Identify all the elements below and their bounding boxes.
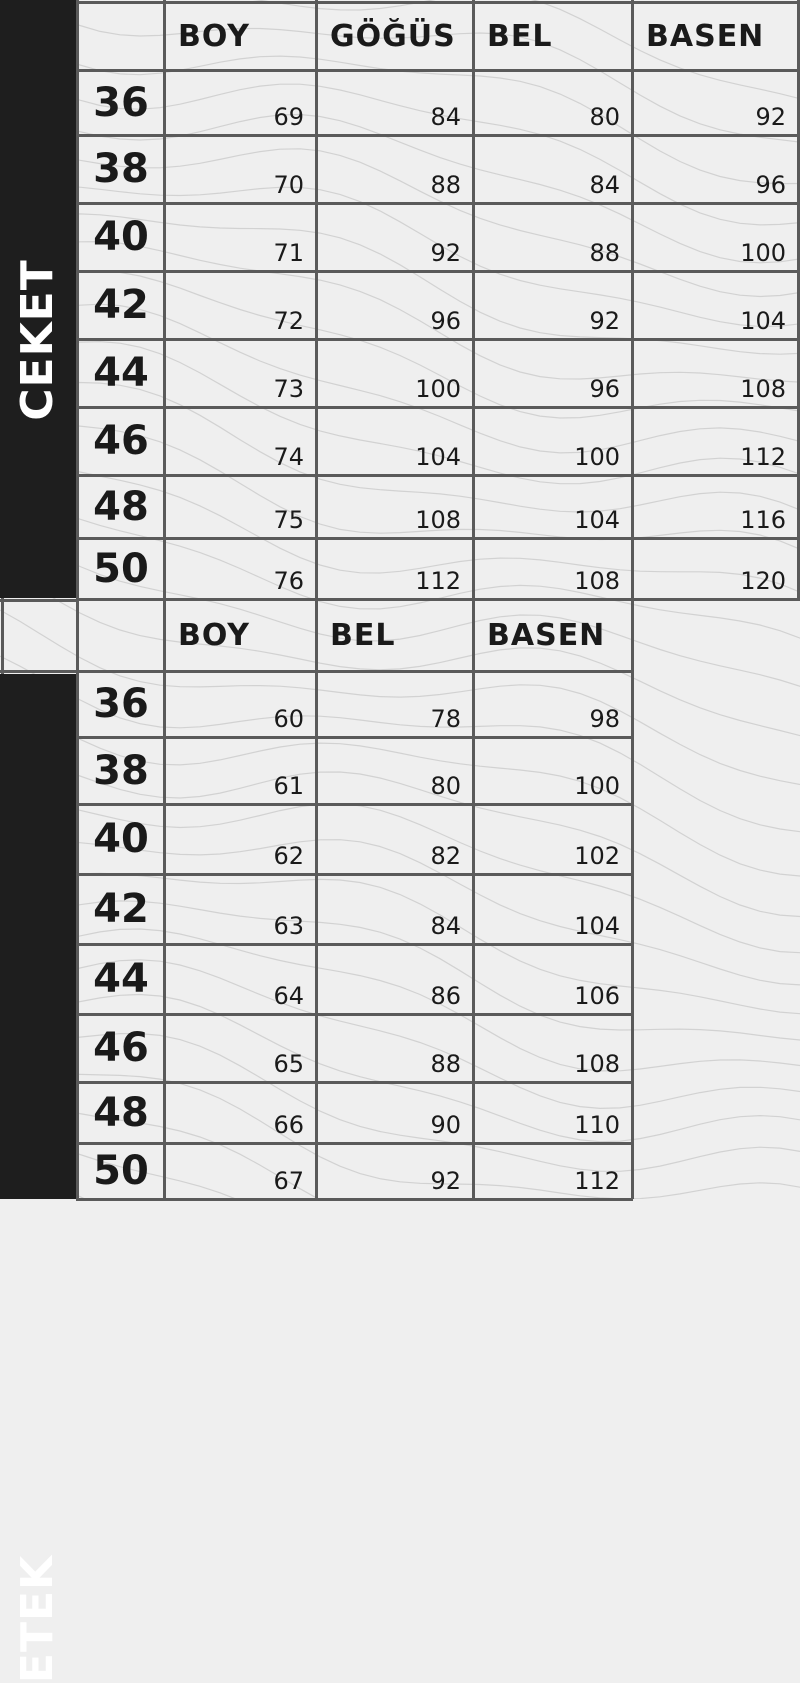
ceket-cell: 104 <box>740 307 786 335</box>
ceket-cell: 75 <box>273 506 304 534</box>
grid-line <box>76 598 633 601</box>
grid-line <box>76 1142 633 1145</box>
grid-line <box>76 1081 633 1084</box>
grid-line <box>76 670 633 673</box>
etek-size-46: 46 <box>93 1025 149 1071</box>
etek-cell: 92 <box>430 1167 461 1195</box>
ceket-cell: 69 <box>273 103 304 131</box>
ceket-cell: 120 <box>740 567 786 595</box>
grid-line <box>0 670 76 673</box>
grid-line <box>76 1198 633 1201</box>
grid-line <box>76 134 800 137</box>
ceket-cell: 108 <box>415 506 461 534</box>
ceket-header-0: BOY <box>178 19 251 54</box>
ceket-cell: 112 <box>415 567 461 595</box>
grid-line <box>76 474 800 477</box>
ceket-cell: 96 <box>755 171 786 199</box>
ceket-cell: 76 <box>273 567 304 595</box>
grid-line <box>631 598 634 1199</box>
etek-cell: 65 <box>273 1050 304 1078</box>
etek-cell: 67 <box>273 1167 304 1195</box>
etek-header-0: BOY <box>178 618 251 653</box>
etek-size-42: 42 <box>93 886 149 932</box>
etek-cell: 63 <box>273 912 304 940</box>
etek-side-bar <box>0 674 76 1683</box>
etek-cell: 64 <box>273 982 304 1010</box>
etek-size-48: 48 <box>93 1089 149 1136</box>
etek-size-36: 36 <box>93 681 149 727</box>
etek-cell: 84 <box>430 912 461 940</box>
ceket-size-36: 36 <box>93 79 149 126</box>
etek-size-44: 44 <box>93 956 149 1002</box>
ceket-cell: 84 <box>430 103 461 131</box>
etek-cell: 102 <box>574 842 620 870</box>
grid-line <box>76 537 800 540</box>
etek-header-2: BASEN <box>487 618 606 653</box>
etek-cell: 78 <box>430 705 461 733</box>
ceket-cell: 108 <box>740 375 786 403</box>
grid-line <box>76 338 800 341</box>
ceket-size-46: 46 <box>93 418 149 464</box>
ceket-cell: 100 <box>574 443 620 471</box>
etek-title: ETEK <box>12 1554 63 1683</box>
ceket-size-48: 48 <box>93 483 149 530</box>
grid-line <box>76 803 633 806</box>
grid-line <box>76 406 800 409</box>
ceket-cell: 96 <box>589 375 620 403</box>
ceket-cell: 96 <box>430 307 461 335</box>
ceket-cell: 116 <box>740 506 786 534</box>
etek-cell: 88 <box>430 1050 461 1078</box>
grid-line <box>1 598 4 674</box>
ceket-cell: 84 <box>589 171 620 199</box>
grid-line <box>76 1 800 4</box>
etek-cell: 100 <box>574 772 620 800</box>
ceket-cell: 88 <box>430 171 461 199</box>
ceket-side-bar <box>0 0 76 598</box>
ceket-cell: 100 <box>740 239 786 267</box>
ceket-size-42: 42 <box>93 282 149 328</box>
etek-cell: 80 <box>430 772 461 800</box>
ceket-cell: 108 <box>574 567 620 595</box>
ceket-cell: 71 <box>273 239 304 267</box>
etek-cell: 110 <box>574 1111 620 1139</box>
ceket-cell: 80 <box>589 103 620 131</box>
ceket-header-1: GÖĞÜS <box>330 19 456 54</box>
ceket-size-38: 38 <box>93 146 149 192</box>
ceket-title: CEKET <box>12 259 63 421</box>
etek-cell: 106 <box>574 982 620 1010</box>
ceket-cell: 72 <box>273 307 304 335</box>
grid-line <box>76 270 800 273</box>
grid-line <box>76 943 633 946</box>
etek-cell: 104 <box>574 912 620 940</box>
etek-cell: 62 <box>273 842 304 870</box>
grid-line <box>76 1013 633 1016</box>
grid-line <box>472 598 475 1199</box>
etek-cell: 60 <box>273 705 304 733</box>
ceket-cell: 92 <box>430 239 461 267</box>
etek-size-50: 50 <box>93 1148 149 1194</box>
ceket-cell: 92 <box>755 103 786 131</box>
etek-header-1: BEL <box>330 618 396 653</box>
etek-cell: 66 <box>273 1111 304 1139</box>
etek-cell: 98 <box>589 705 620 733</box>
etek-cell: 112 <box>574 1167 620 1195</box>
grid-line <box>76 202 800 205</box>
grid-line <box>76 873 633 876</box>
ceket-cell: 112 <box>740 443 786 471</box>
ceket-cell: 104 <box>574 506 620 534</box>
grid-line <box>76 69 800 72</box>
ceket-cell: 73 <box>273 375 304 403</box>
ceket-size-50: 50 <box>93 545 149 592</box>
etek-cell: 86 <box>430 982 461 1010</box>
ceket-cell: 88 <box>589 239 620 267</box>
ceket-header-3: BASEN <box>646 19 765 54</box>
grid-line <box>315 598 318 1199</box>
ceket-cell: 74 <box>273 443 304 471</box>
etek-cell: 90 <box>430 1111 461 1139</box>
etek-cell: 108 <box>574 1050 620 1078</box>
ceket-cell: 104 <box>415 443 461 471</box>
grid-line <box>76 736 633 739</box>
ceket-cell: 92 <box>589 307 620 335</box>
ceket-size-44: 44 <box>93 350 149 396</box>
ceket-header-2: BEL <box>487 19 553 54</box>
etek-size-38: 38 <box>93 747 149 794</box>
etek-cell: 82 <box>430 842 461 870</box>
ceket-cell: 100 <box>415 375 461 403</box>
grid-line <box>0 599 76 602</box>
ceket-size-40: 40 <box>93 214 149 260</box>
ceket-cell: 70 <box>273 171 304 199</box>
etek-size-40: 40 <box>93 816 149 862</box>
etek-cell: 61 <box>273 772 304 800</box>
